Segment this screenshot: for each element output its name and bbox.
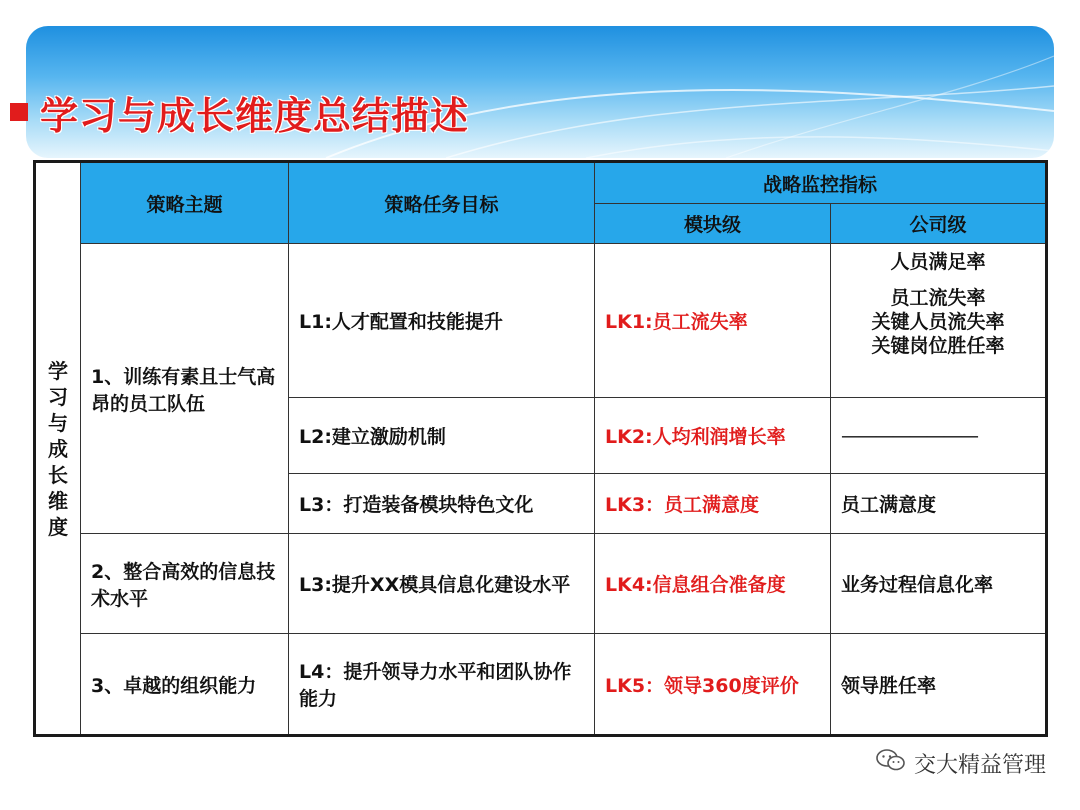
company-indicator-item: 员工流失率 <box>890 287 986 309</box>
side-label-char: 成 <box>48 436 68 461</box>
module-indicator-cell: LK1:员工流失率 <box>595 244 831 398</box>
side-label-char: 与 <box>48 410 68 435</box>
theme-cell: 2、整合高效的信息技术水平 <box>81 534 289 634</box>
table-row <box>35 634 1047 736</box>
slide-title-text: 学习与成长维度总结描述 <box>40 93 470 138</box>
company-indicator-cell: 领导胜任率 <box>831 634 1047 736</box>
module-indicator-cell: LK5：领导360度评价 <box>595 634 831 736</box>
side-label-char: 维 <box>48 488 68 513</box>
side-label-char: 习 <box>48 384 68 409</box>
company-indicator-item: 关键人员流失率 <box>871 311 1005 333</box>
side-label-cell <box>35 162 81 736</box>
module-indicator-cell: LK4:信息组合准备度 <box>595 534 831 634</box>
header-module-level: 模块级 <box>595 204 831 244</box>
side-label-char: 长 <box>48 462 68 487</box>
company-indicator-cell: 业务过程信息化率 <box>831 534 1047 634</box>
target-cell: L3：打造装备模块特色文化 <box>289 474 595 534</box>
table-row <box>35 244 1047 398</box>
table-row <box>35 534 1047 634</box>
theme-cell: 1、训练有素且士气高昂的员工队伍 <box>81 244 289 534</box>
header-indicators: 战略监控指标 <box>595 162 1047 204</box>
company-indicator-item: 关键岗位胜任率 <box>871 335 1005 357</box>
side-label-char: 度 <box>48 514 68 539</box>
summary-table <box>33 160 1048 737</box>
watermark <box>876 748 1046 778</box>
target-cell: L1:人才配置和技能提升 <box>289 244 595 398</box>
watermark-text: 交大精益管理 <box>913 752 1046 778</box>
module-indicator-cell: LK2:人均利润增长率 <box>595 398 831 474</box>
company-indicator-cell: 员工满意度 <box>831 474 1047 534</box>
header-theme: 策略主题 <box>81 162 289 244</box>
company-indicator-cell: ———————— <box>831 398 1047 474</box>
wechat-icon <box>876 748 906 778</box>
target-cell: L4：提升领导力水平和团队协作能力 <box>289 634 595 736</box>
target-cell: L2:建立激励机制 <box>289 398 595 474</box>
header-company-level: 公司级 <box>831 204 1047 244</box>
theme-cell: 3、卓越的组织能力 <box>81 634 289 736</box>
module-indicator-cell: LK3：员工满意度 <box>595 474 831 534</box>
target-cell: L3:提升XX模具信息化建设水平 <box>289 534 595 634</box>
slide-title <box>10 86 469 138</box>
title-square-icon <box>10 103 28 121</box>
company-indicator-cell <box>831 244 1047 398</box>
side-label-char: 学 <box>48 358 68 383</box>
header-target: 策略任务目标 <box>289 162 595 244</box>
company-indicator-item: 人员满足率 <box>890 251 986 273</box>
